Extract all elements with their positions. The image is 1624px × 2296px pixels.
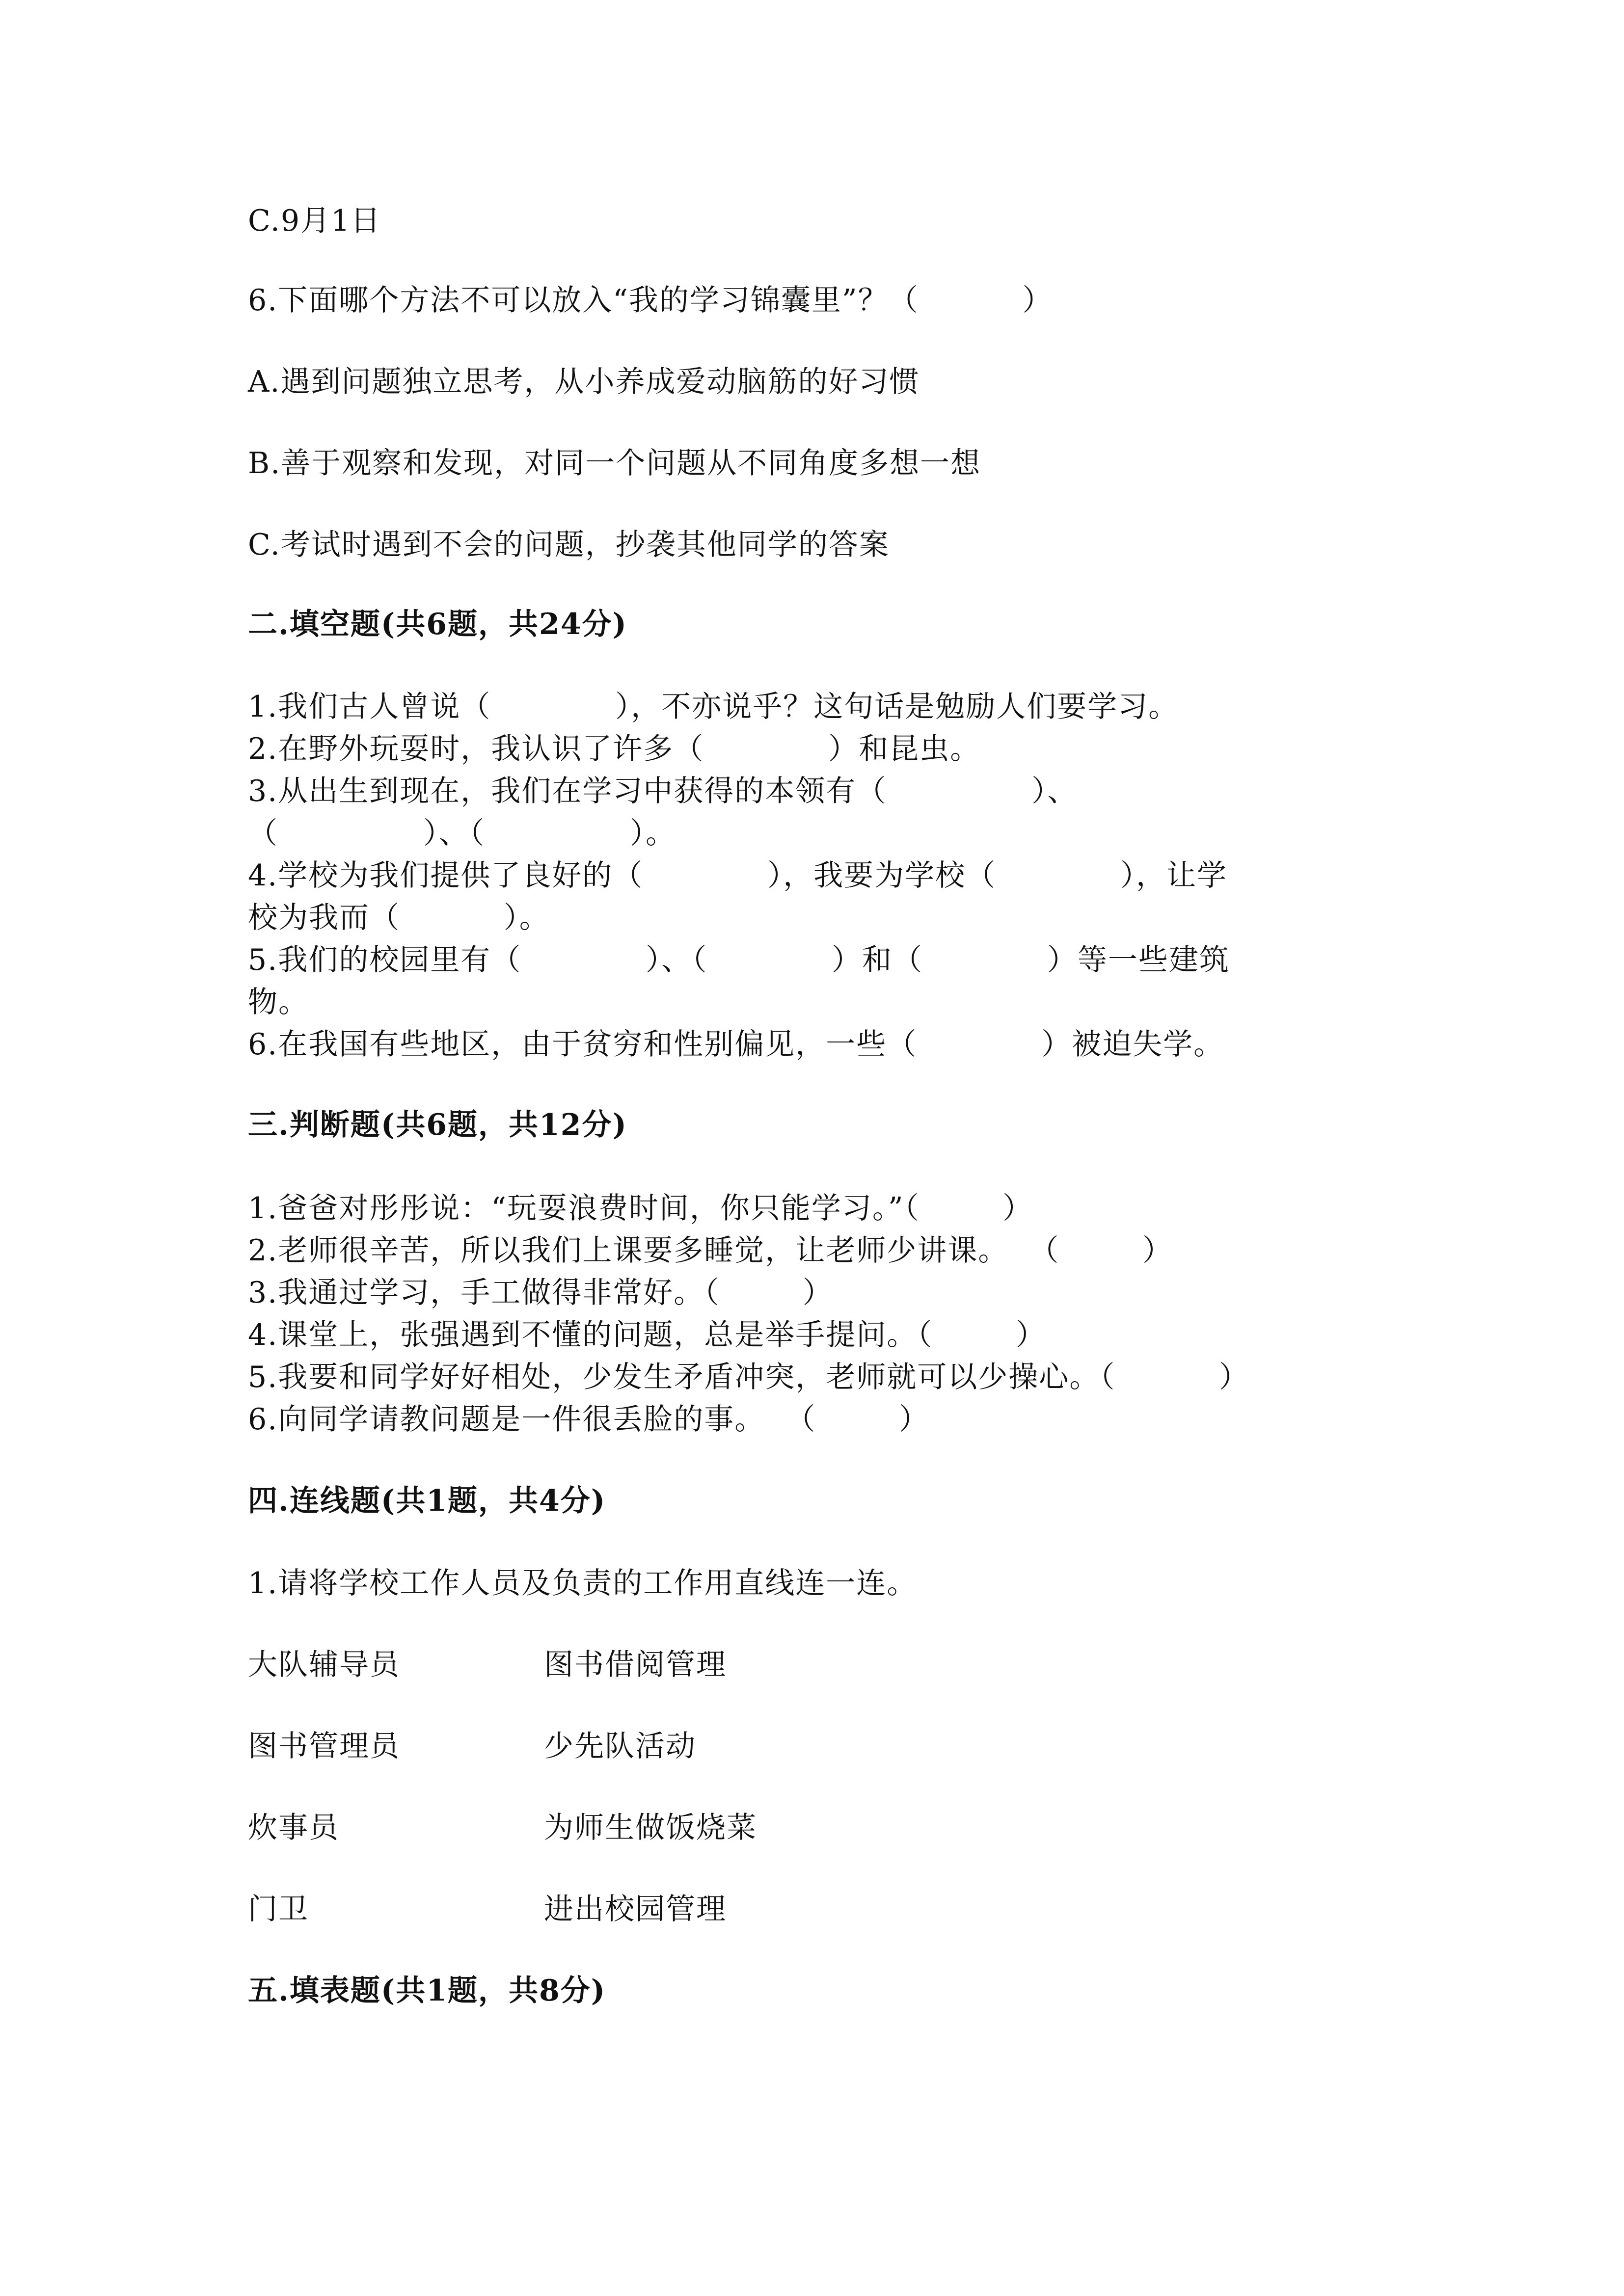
section2-heading: 二.填空题(共6题，共24分) — [248, 607, 627, 641]
matching-right-2: 少先队活动 — [544, 1729, 696, 1763]
judge-line-4: 4.课堂上，张强遇到不懂的问题，总是举手提问。（ ） — [248, 1318, 1046, 1352]
q6-question: 6.下面哪个方法不可以放入“我的学习锦囊里”？（ ） — [248, 283, 1053, 318]
fill-blank-line-3: 3.从出生到现在，我们在学习中获得的本领有（ ）、 — [248, 774, 1078, 808]
matching-right-3: 为师生做饭烧菜 — [544, 1811, 757, 1845]
q5-option-c: C.9月1日 — [248, 204, 381, 238]
q6-option-b: B.善于观察和发现，对同一个问题从不同角度多想一想 — [248, 446, 981, 481]
judge-line-6: 6.向同学请教问题是一件很丢脸的事。 （ ） — [248, 1402, 929, 1437]
fill-blank-line-5: 5.我们的校园里有（ ）、（ ）和（ ）等一些建筑 — [248, 943, 1230, 977]
matching-left-3: 炊事员 — [248, 1811, 339, 1845]
section5-heading: 五.填表题(共1题，共8分) — [248, 1974, 606, 2008]
fill-blank-line-4-cont: 校为我而（ ）。 — [248, 901, 550, 935]
matching-left-2: 图书管理员 — [248, 1729, 400, 1763]
matching-left-4: 门卫 — [248, 1892, 309, 1926]
matching-right-1: 图书借阅管理 — [544, 1648, 727, 1682]
judge-line-2: 2.老师很辛苦，所以我们上课要多睡觉，让老师少讲课。 （ ） — [248, 1233, 1173, 1268]
matching-left-1: 大队辅导员 — [248, 1648, 400, 1682]
q6-option-c: C.考试时遇到不会的问题，抄袭其他同学的答案 — [248, 528, 890, 562]
section4-heading: 四.连线题(共1题，共4分) — [248, 1484, 606, 1518]
judge-line-1: 1.爸爸对彤彤说：“玩耍浪费时间，你只能学习。”（ ） — [248, 1191, 1033, 1226]
judge-line-3: 3.我通过学习，手工做得非常好。（ ） — [248, 1276, 833, 1310]
fill-blank-line-4: 4.学校为我们提供了良好的（ ），我要为学校（ ），让学 — [248, 858, 1227, 893]
judge-line-5: 5.我要和同学好好相处，少发生矛盾冲突，老师就可以少操心。（ ） — [248, 1360, 1249, 1394]
q6-option-a: A.遇到问题独立思考，从小养成爱动脑筋的好习惯 — [248, 365, 920, 399]
matching-question: 1.请将学校工作人员及负责的工作用直线连一连。 — [248, 1566, 918, 1601]
fill-blank-line-1: 1.我们古人曾说（ ），不亦说乎？这句话是勉励人们要学习。 — [248, 690, 1179, 724]
fill-blank-line-6: 6.在我国有些地区，由于贫穷和性别偏见，一些（ ）被迫失学。 — [248, 1027, 1224, 1062]
matching-right-4: 进出校园管理 — [544, 1892, 727, 1926]
section3-heading: 三.判断题(共6题，共12分) — [248, 1108, 627, 1142]
fill-blank-line-3-cont: （ ）、（ ）。 — [248, 816, 677, 851]
fill-blank-line-5-cont: 物。 — [248, 985, 309, 1019]
fill-blank-line-2: 2.在野外玩耍时，我认识了许多（ ）和昆虫。 — [248, 732, 981, 766]
